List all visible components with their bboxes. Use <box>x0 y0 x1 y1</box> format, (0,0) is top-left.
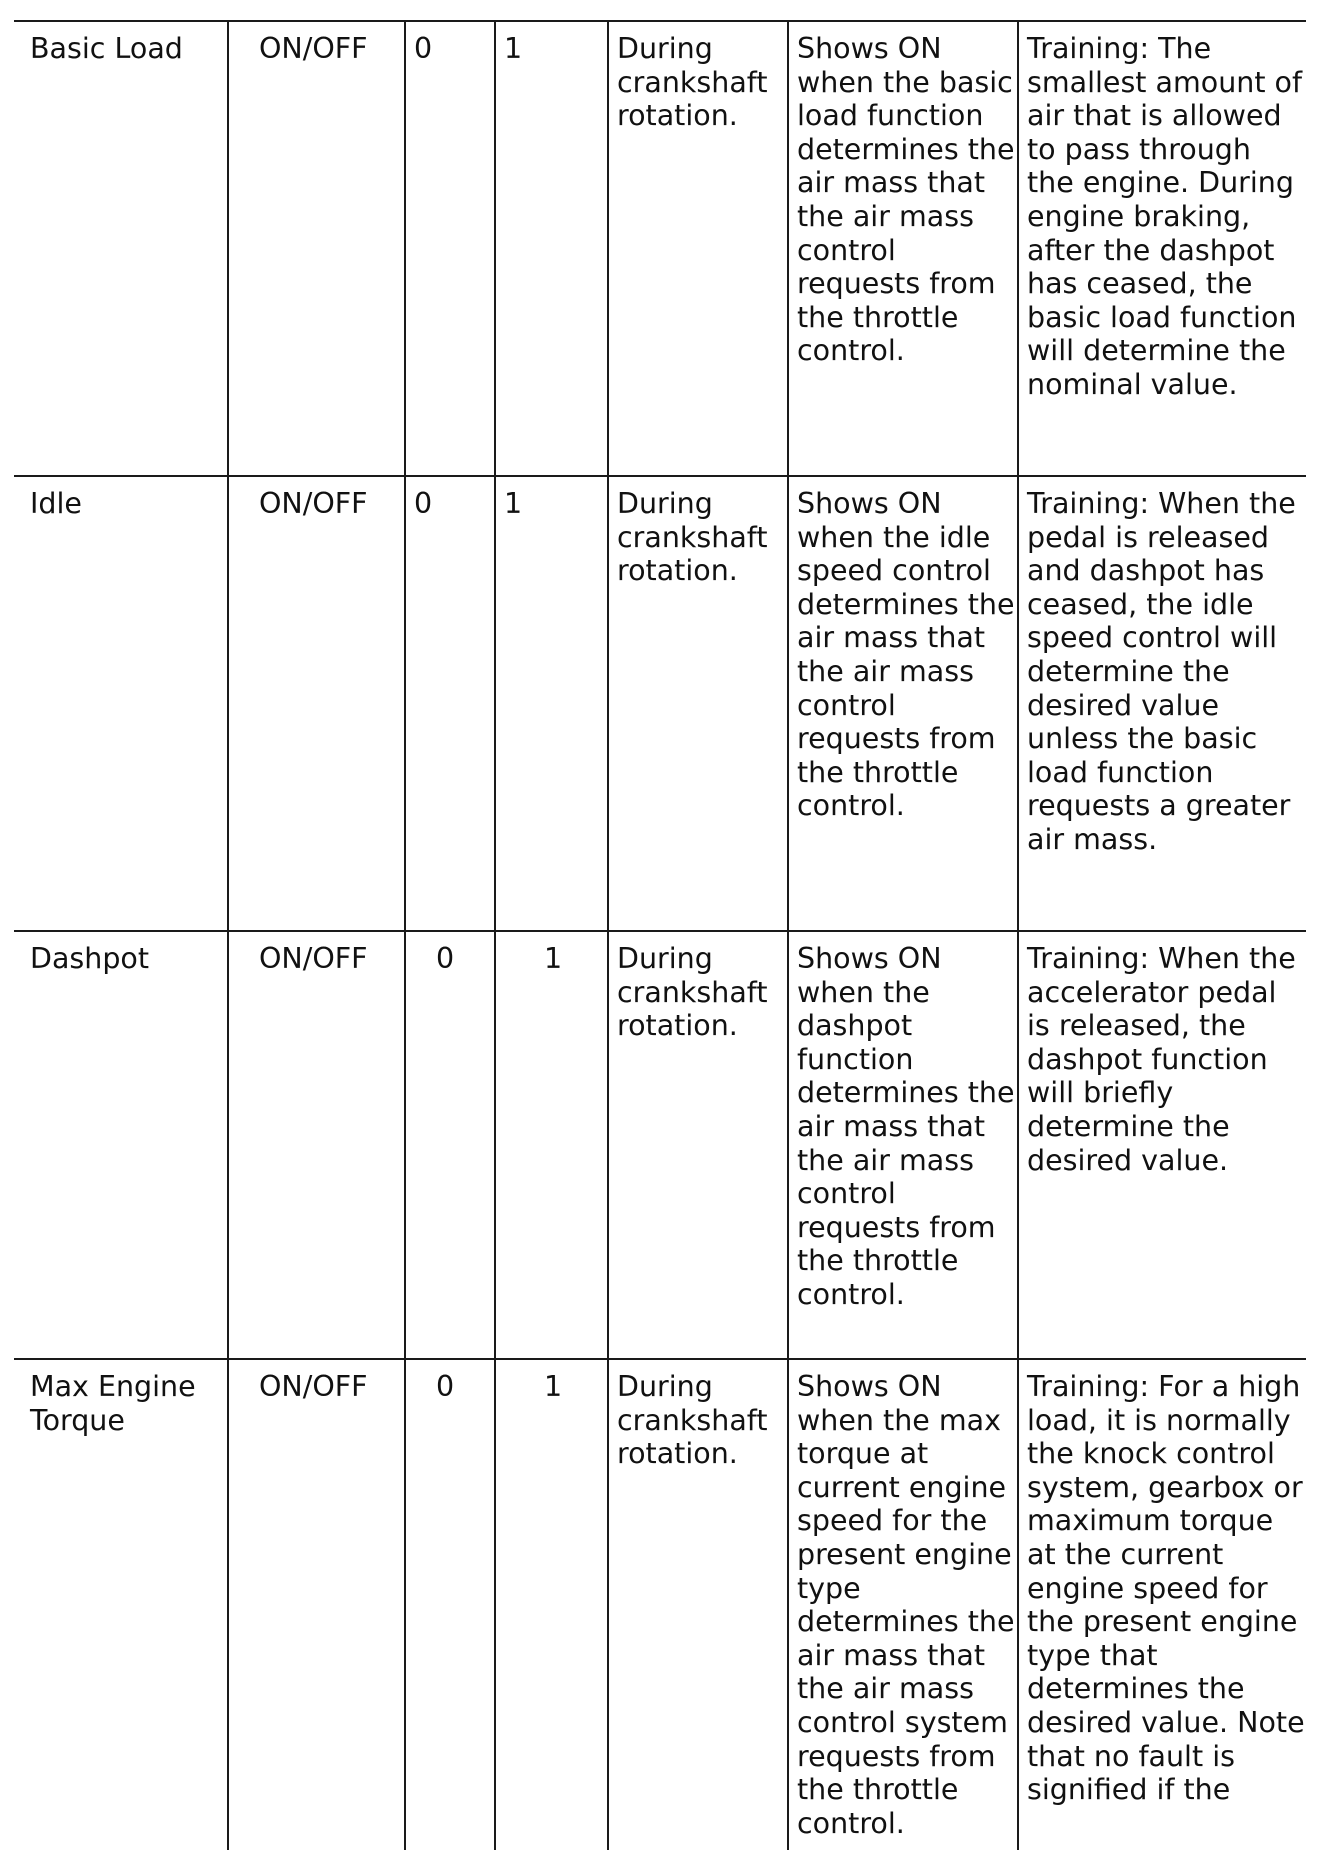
parameter-name: Dashpot <box>14 931 228 1359</box>
parameter-description: Shows ON when the idle speed control determines the air mass that the air mass control requests from the throttle control. <box>788 476 1018 931</box>
parameter-name: Basic Load <box>14 21 228 476</box>
table-row <box>14 476 1306 931</box>
parameter-description: Shows ON when the max torque at current engine speed for the present engine type determines the air mass that the air mass control system requests from the throttle control. <box>788 1359 1018 1850</box>
parameter-notes: Training: For a high load, it is normally the knock control system, gearbox or maximum torque at the current engine speed for the present engine type that determines the desired value. Note that no fault is signified if the <box>1018 1359 1306 1850</box>
parameter-name: Idle <box>14 476 228 931</box>
parameter-description: Shows ON when the dashpot function determines the air mass that the air mass control requests from the throttle control. <box>788 931 1018 1359</box>
parameter-notes: Training: The smallest amount of air that is allowed to pass through the engine. During engine braking, after the dashpot has ceased, the basic load function will determine the nominal value. <box>1018 21 1306 476</box>
parameter-condition: During crankshaft rotation. <box>608 21 788 476</box>
parameter-state: ON/OFF <box>228 476 405 931</box>
parameter-min: 0 <box>405 1359 495 1850</box>
parameter-max: 1 <box>495 476 608 931</box>
parameter-notes: Training: When the accelerator pedal is released, the dashpot function will briefly determine the desired value. <box>1018 931 1306 1359</box>
parameter-condition: During crankshaft rotation. <box>608 931 788 1359</box>
parameter-condition: During crankshaft rotation. <box>608 1359 788 1850</box>
parameter-table <box>14 20 1306 1850</box>
parameter-state: ON/OFF <box>228 21 405 476</box>
table-row <box>14 1359 1306 1850</box>
parameter-notes: Training: When the pedal is released and dashpot has ceased, the idle speed control will determine the desired value unless the basic load function requests a greater air mass. <box>1018 476 1306 931</box>
parameter-min: 0 <box>405 931 495 1359</box>
parameter-max: 1 <box>495 931 608 1359</box>
parameter-name: Max Engine Torque <box>14 1359 228 1850</box>
parameter-min: 0 <box>405 476 495 931</box>
parameter-state: ON/OFF <box>228 931 405 1359</box>
parameter-condition: During crankshaft rotation. <box>608 476 788 931</box>
table-row <box>14 931 1306 1359</box>
parameter-max: 1 <box>495 21 608 476</box>
table-row <box>14 21 1306 476</box>
parameter-description: Shows ON when the basic load function determines the air mass that the air mass control requests from the throttle control. <box>788 21 1018 476</box>
parameter-min: 0 <box>405 21 495 476</box>
parameter-state: ON/OFF <box>228 1359 405 1850</box>
parameter-max: 1 <box>495 1359 608 1850</box>
